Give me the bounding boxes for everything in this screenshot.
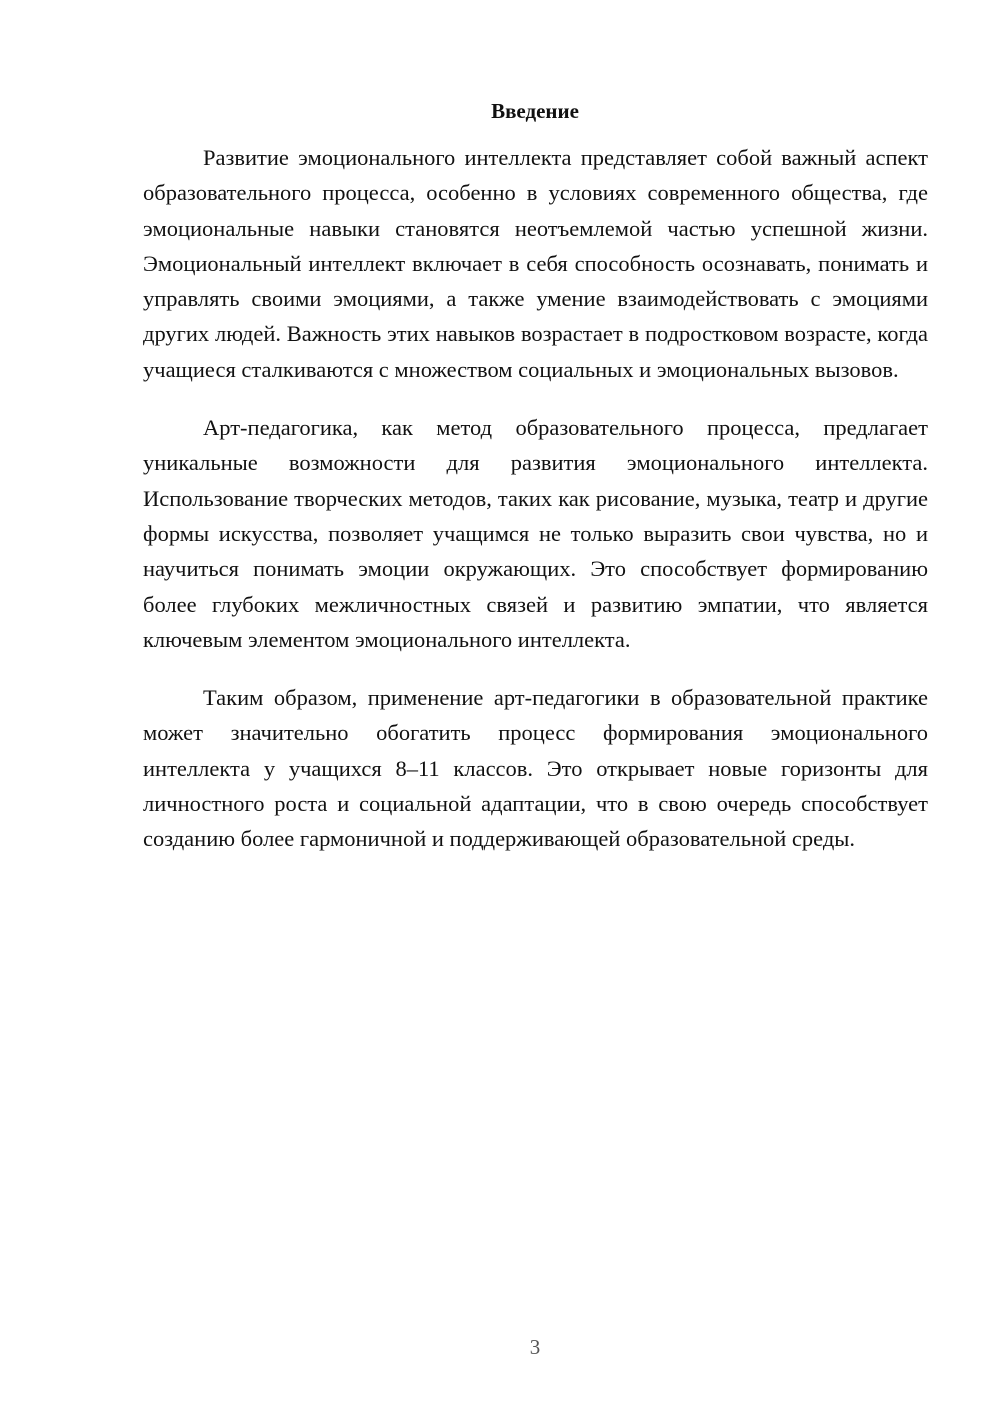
paragraph-1: Развитие эмоционального интеллекта представляет собой важный аспект образовательного процесса, особенно в условиях современного общества, где эмоциональные навыки становятся неотъемлемой частью успешной жизни. Эмоциональный интеллект включает в себя способность осознавать, понимать и управлять своими эмоциями, а также умение взаимодействовать с эмоциями других людей. Важность этих навыков возрастает в подростковом возрасте, когда учащиеся сталкиваются с множеством социальных и эмоциональных вызовов.: [143, 145, 928, 382]
page-number: 3: [529, 1335, 541, 1359]
paragraph-3: Таким образом, применение арт-педагогики в образовательной практике может значительно обогатить процесс формирования эмоционального интеллекта у учащихся 8–11 классов. Это открывает новые горизонты для личностного роста и социальной адаптации, что в свою очередь способствует созданию более гармоничной и поддерживающей образовательной среды.: [143, 685, 928, 852]
section-heading: Введение: [491, 99, 579, 123]
body-text: [143, 140, 928, 880]
paragraph-2: Арт-педагогика, как метод образовательного процесса, предлагает уникальные возможности для развития эмоционального интеллекта. Использование творческих методов, таких как рисование, музыка, театр и другие формы искусства, позволяет учащимся не только выразить свои чувства, но и научиться понимать эмоции окружающих. Это способствует формированию более глубоких межличностных связей и развитию эмпатии, что является ключевым элементом эмоционального интеллекта.: [143, 415, 928, 652]
